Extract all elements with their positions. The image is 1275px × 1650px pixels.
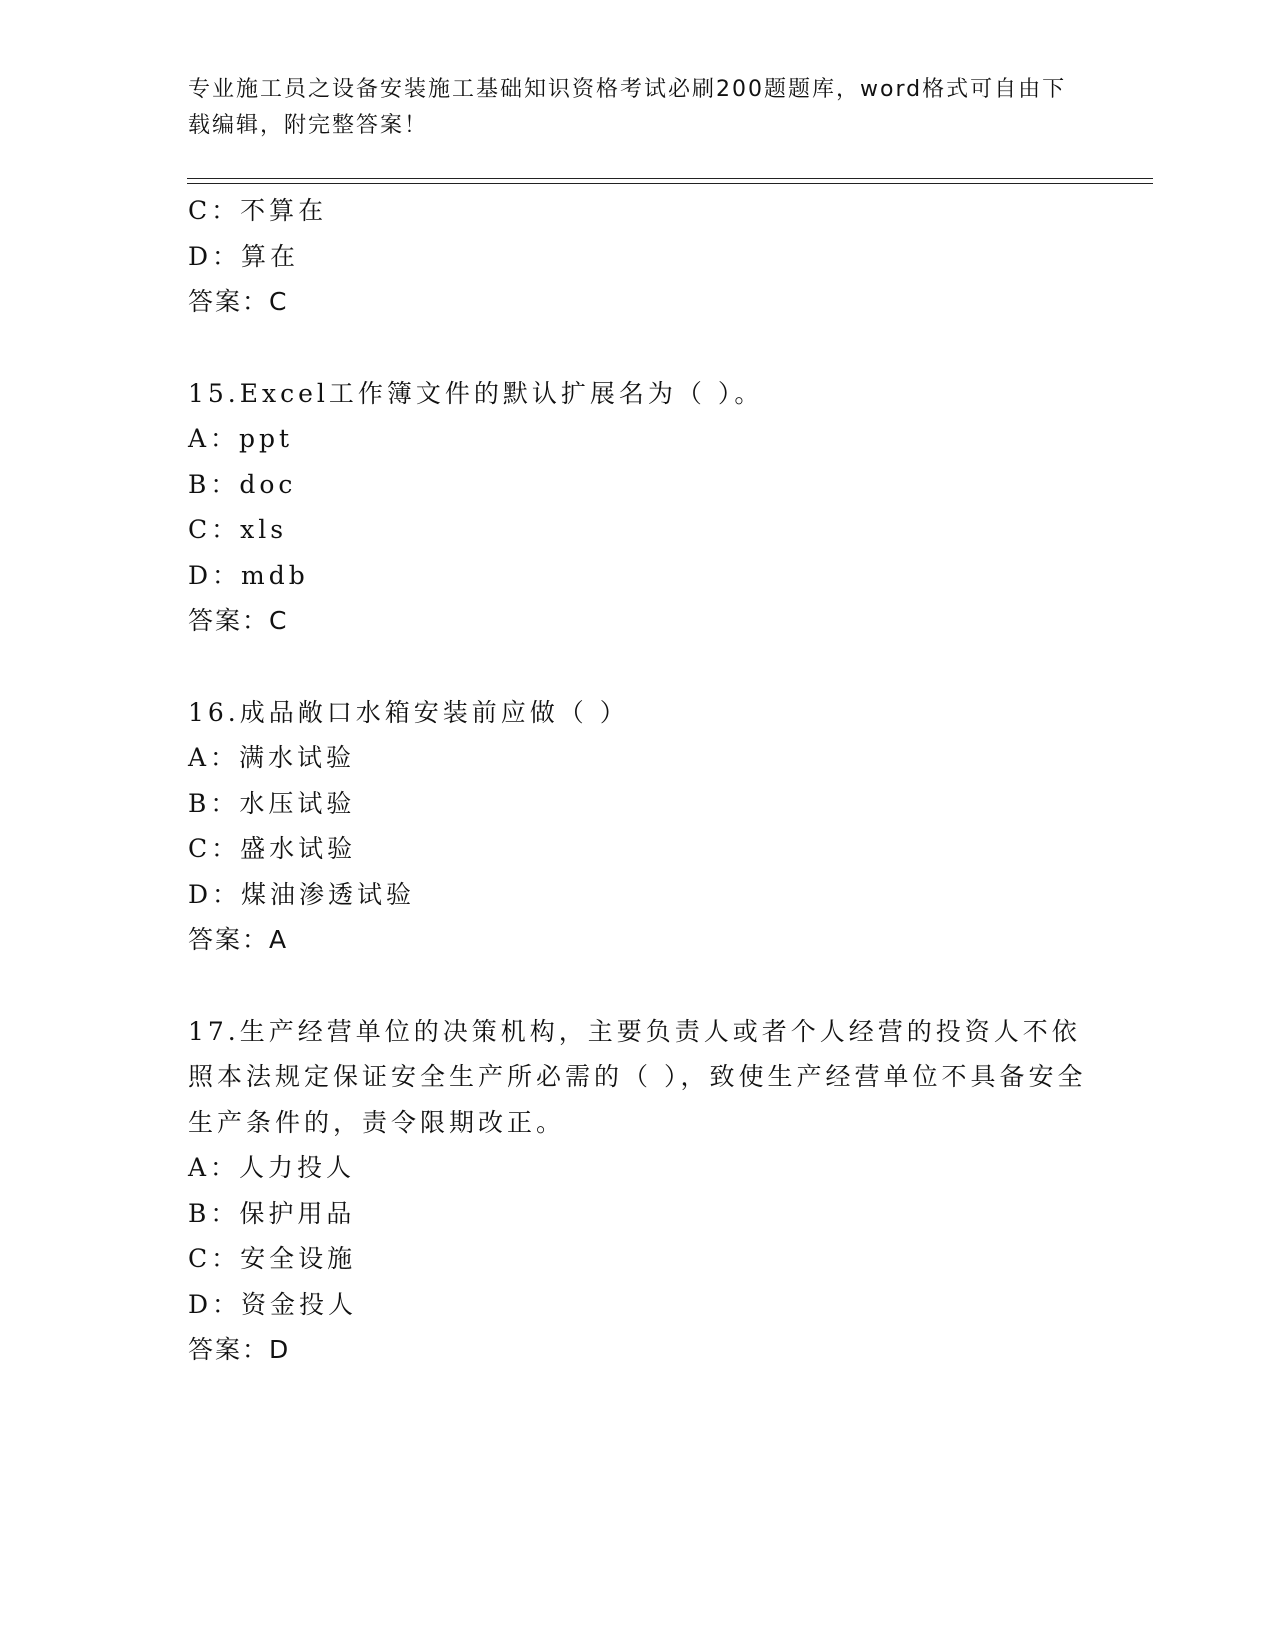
question-17 [188,1009,1088,1373]
question-fragment [188,188,1088,325]
option-d: D：资金投人 [188,1289,358,1319]
question-stem: 16.成品敞口水箱安装前应做（ ） [188,697,629,727]
answer-line: 答案：C [188,606,289,635]
answer-line: 答案：C [188,287,289,316]
option-c: C：盛水试验 [188,834,357,863]
header-rule-bottom [187,183,1153,184]
spacer [188,963,1088,1009]
document-body [188,188,1088,1373]
question-16 [188,690,1088,963]
option-c: C：xls [188,515,288,544]
spacer [188,644,1088,690]
question-stem: 15.Excel工作簿文件的默认扩展名为（ ）。 [188,378,764,408]
option-b: B：doc [188,469,297,499]
question-stem: 17.生产经营单位的决策机构，主要负责人或者个人经营的投资人不依照本法规定保证安全生产所必需的（ ），致使生产经营单位不具备安全生产条件的，责令限期改正。 [188,1016,1087,1137]
page-header: 专业施工员之设备安装施工基础知识资格考试必刷200题题库，word格式可自由下载编辑，附完整答案！ [188,77,1067,138]
option-d: D：煤油渗透试验 [188,879,416,909]
option-a: A：满水试验 [188,743,356,772]
answer-line: 答案：D [188,1335,291,1364]
header-rule-top [187,178,1153,179]
option-d: D：算在 [188,241,300,271]
option-a: A：ppt [188,424,294,453]
answer-line: 答案：A [188,925,289,954]
option-c: C：安全设施 [188,1244,357,1273]
question-15 [188,371,1088,644]
option-b: B：保护用品 [188,1198,356,1228]
option-a: A：人力投人 [188,1153,356,1182]
option-c: C：不算在 [188,196,328,225]
option-b: B：水压试验 [188,788,356,818]
option-d: D：mdb [188,560,309,590]
spacer [188,325,1088,371]
